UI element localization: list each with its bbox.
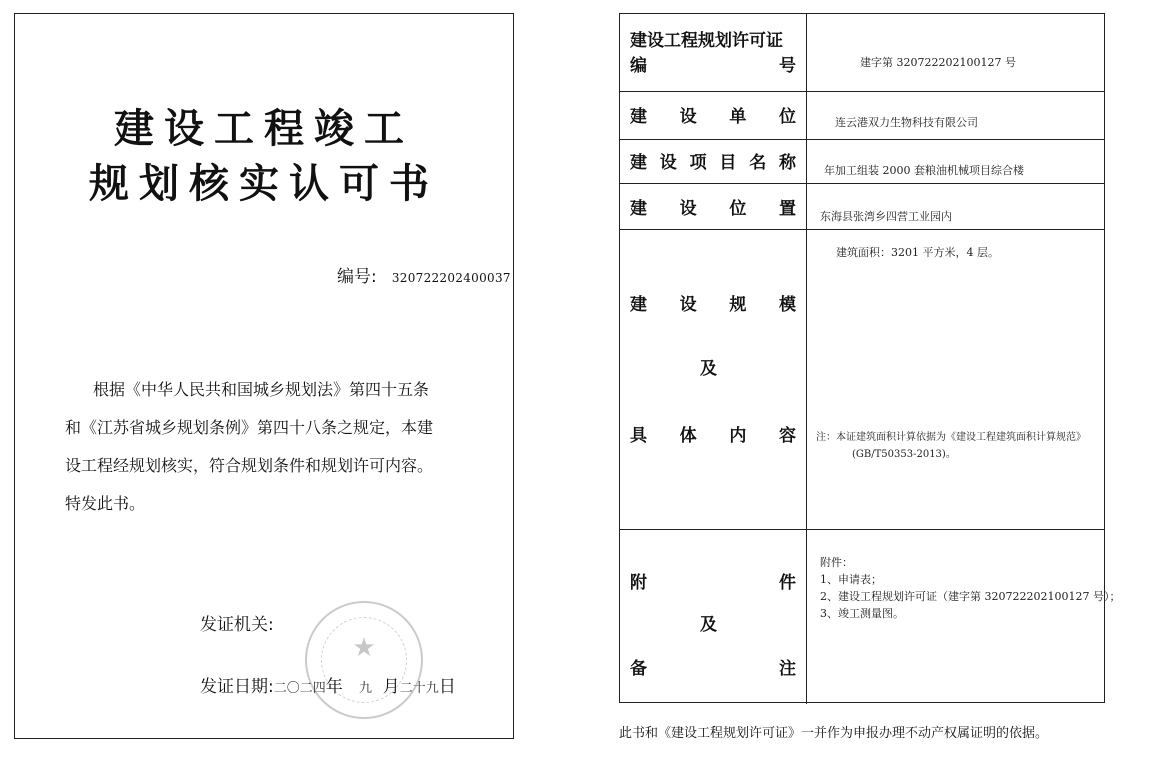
row-label-line2 <box>630 51 796 76</box>
label-char: 具 <box>630 426 647 446</box>
body-line: 根据《中华人民共和国城乡规划法》第四十五条 <box>93 380 430 399</box>
column-divider <box>806 14 807 91</box>
attachment-line: 1、申请表； <box>820 573 882 586</box>
attachment-line: 附件： <box>820 556 853 569</box>
label-char: 注 <box>779 659 796 679</box>
row-label-top <box>630 290 796 315</box>
table-row-location <box>620 184 1104 230</box>
date-day-char: 日 <box>438 677 456 697</box>
row-label-top <box>630 568 796 593</box>
date-year: 二〇二四 <box>273 681 326 696</box>
table-row-scale-content <box>620 230 1104 530</box>
row-label <box>630 26 796 76</box>
label-char: 编 <box>630 56 647 76</box>
row-label-mid: 及 <box>700 359 717 379</box>
label-char: 称 <box>778 153 796 173</box>
row-label <box>630 102 796 127</box>
column-divider <box>806 530 807 704</box>
label-char: 设 <box>679 199 697 219</box>
issuer-label: 发证机关: <box>200 615 274 635</box>
label-char: 单 <box>729 107 747 127</box>
label-char: 设 <box>679 295 697 315</box>
certificate-page <box>14 13 514 739</box>
row-label-mid: 及 <box>700 615 717 635</box>
row-label <box>630 194 796 219</box>
label-char: 目 <box>719 153 737 173</box>
label-char: 建 <box>630 153 647 173</box>
row-label-bottom <box>630 421 796 446</box>
certificate-title-line2: 规划核实认可书 <box>89 160 439 207</box>
attachment-line: 2、建设工程规划许可证（建字第 320722202100127 号）； <box>820 590 1121 603</box>
date-month: 九 <box>358 681 372 696</box>
label-char: 容 <box>778 426 796 446</box>
body-line: 特发此书。 <box>65 494 146 513</box>
scale-note-line1: 注：本证建筑面积计算依据为《建设工程建筑面积计算规范》 <box>816 432 1086 443</box>
label-char: 建 <box>630 199 647 219</box>
label-char: 模 <box>778 295 796 315</box>
date-month-char: 月 <box>382 677 400 697</box>
column-divider <box>806 230 807 529</box>
row-label <box>630 148 796 173</box>
label-char: 建 <box>630 107 647 127</box>
column-divider <box>806 140 807 183</box>
table-row-project-name <box>620 140 1104 184</box>
label-char: 备 <box>630 659 647 679</box>
table-row-construction-unit <box>620 92 1104 140</box>
label-char: 件 <box>779 573 796 593</box>
certificate-number-label: 编号: <box>337 267 377 287</box>
scale-note-line2: (GB/T50353-2013)。 <box>852 449 956 460</box>
label-char: 项 <box>689 153 707 173</box>
footer-note: 此书和《建设工程规划许可证》一并作为申报办理不动产权属证明的依据。 <box>619 726 1049 741</box>
certificate-number <box>337 262 511 287</box>
date-day: 二十九 <box>399 681 439 696</box>
location-value: 东海县张湾乡四营工业园内 <box>820 210 952 223</box>
label-char: 体 <box>679 426 697 446</box>
label-char: 位 <box>729 199 747 219</box>
label-char: 位 <box>778 107 796 127</box>
row-label-bottom <box>630 654 796 679</box>
project-name-value: 年加工组装 2000 套粮油机械项目综合楼 <box>824 164 1024 177</box>
date-label: 发证日期: <box>200 677 274 697</box>
label-char: 内 <box>729 426 747 446</box>
label-char: 设 <box>659 153 677 173</box>
date-year-char: 年 <box>325 677 343 697</box>
label-char: 号 <box>779 56 796 76</box>
column-divider <box>806 92 807 139</box>
table-row-permit-number <box>620 14 1104 92</box>
label-char: 名 <box>749 153 767 173</box>
label-char: 附 <box>630 573 647 593</box>
label-char: 建 <box>630 295 647 315</box>
issue-date <box>200 672 456 697</box>
label-char: 设 <box>679 107 697 127</box>
column-divider <box>806 184 807 229</box>
body-line: 设工程经规划核实，符合规划条件和规划许可内容。 <box>65 456 434 475</box>
body-line: 和《江苏省城乡规划条例》第四十八条之规定，本建 <box>65 418 434 437</box>
label-char: 置 <box>778 199 796 219</box>
permit-table <box>619 13 1121 703</box>
table-row-attachments-remarks <box>620 530 1121 704</box>
attachment-line: 3、竣工测量图。 <box>820 607 904 620</box>
official-seal-stamp <box>305 601 423 719</box>
construction-unit-value: 连云港双力生物科技有限公司 <box>835 116 978 129</box>
label-char: 规 <box>729 295 747 315</box>
building-area-value: 建筑面积：3201 平方米，4 层。 <box>836 246 999 259</box>
seal-star-icon: ★ <box>352 633 376 663</box>
certificate-title-line1: 建设工程竣工 <box>114 105 414 152</box>
certificate-number-value: 320722202400037 <box>391 271 511 285</box>
permit-number-value: 建字第 320722202100127 号 <box>860 56 1016 69</box>
row-label-line1: 建设工程规划许可证 <box>630 31 783 51</box>
